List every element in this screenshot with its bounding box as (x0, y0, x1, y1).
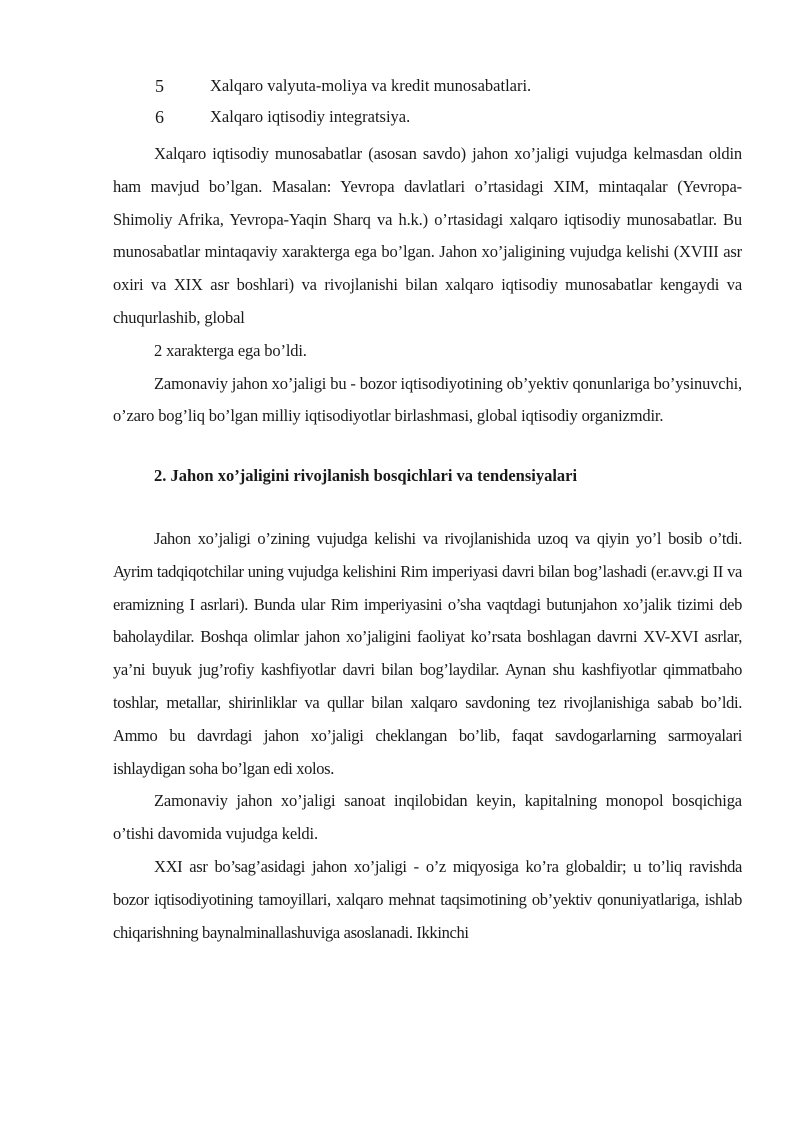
section-heading: 2. Jahon xo’jaligini rivojlanish bosqichlari va tendensiyalari (154, 466, 578, 486)
list-text: Xalqaro valyuta-moliya va kredit munosabatlari. (210, 76, 532, 95)
paragraph-definition: Zamonaviy jahon xo’jaligi bu - bozor iqtisodiyotining ob’yektiv qonunlariga bo’ysinuvchi, o’zaro bog’liq bo’lgan milliy iqtisodiyotlar birlashmasi, global iqtisodiy organizmdir. (113, 373, 742, 426)
page-content (113, 72, 742, 949)
paragraph-history: Jahon xo’jaligi o’zining vujudga kelishi va rivojlanishida uzoq va qiyin yo’l bosib o’tdi. Ayrim tadqiqotchilar uning vujudga kelishini Rim imperiyasi davri bilan bog’lashadi (er.avv.gi II va eramizning I asrlari). Bunda ular Rim imperiyasini o’sha vaqtdagi butunjahon xo’jalik tizimi deb baholaydilar. Boshqa olimlar jahon xo’jaligini faoliyat ko’rsata boshlagan davrni XV-XVI asrlar, ya’ni buyuk jug’rofiy kashfiyotlar davri bilan bog’laydilar. Aynan shu kashfiyotlar qimmatbaho toshlar, metallar, shirinliklar va qullar bilan xalqaro savdoning tez rivojlanishiga sabab bo’ldi. Ammo bu davrdagi jahon xo’jaligi cheklangan bo’lib, faqat savdogarlarning sarmoyalari ishlaydigan soha bo’lgan edi xolos. (113, 528, 742, 778)
paragraph-intro: Xalqaro iqtisodiy munosabatlar (asosan savdo) jahon xo’jaligi vujudga kelmasdan oldin ham mavjud bo’lgan. Masalan: Yevropa davlatlari o’rtasidagi XIM, mintaqalar (Yevropa-Shimoliy Afrika, Yevropa-Yaqin Sharq va h.k.) o’rtasidagi xalqaro iqtisodiy munosabatlar. Bu munosabatlar mintaqaviy xarakterga ega bo’lgan. Jahon xo’jaligining vujudga kelishi (XVIII asr oxiri va XIX asr boshlari) va rivojlanishi bilan xalqaro iqtisodiy munosabatlar kengaydi va chuqurlashib, global (113, 144, 742, 327)
paragraph-intro-continuation: 2 xarakterga ega bo’ldi. (154, 340, 307, 360)
list-number: 6 (155, 107, 164, 127)
paragraph-modern: Zamonaviy jahon xo’jaligi sanoat inqilobidan keyin, kapitalning monopol bosqichiga o’tishi davomida vujudga keldi. (113, 791, 742, 844)
paragraph-xxi-century: XXI asr bo’sag’asidagi jahon xo’jaligi - o’z miqyosiga ko’ra globaldir; u to’liq ravishda bozor iqtisodiyotining tamoyillari, xalqaro mehnat taqsimotining ob’yektiv qonuniyatlariga, ishlab chiqarishning baynalminallashuviga asoslanadi. Ikkinchi (113, 856, 742, 942)
list-number: 5 (155, 76, 164, 96)
list-text: Xalqaro iqtisodiy integratsiya. (210, 107, 411, 126)
list-item (113, 72, 742, 103)
list-item (113, 103, 742, 134)
